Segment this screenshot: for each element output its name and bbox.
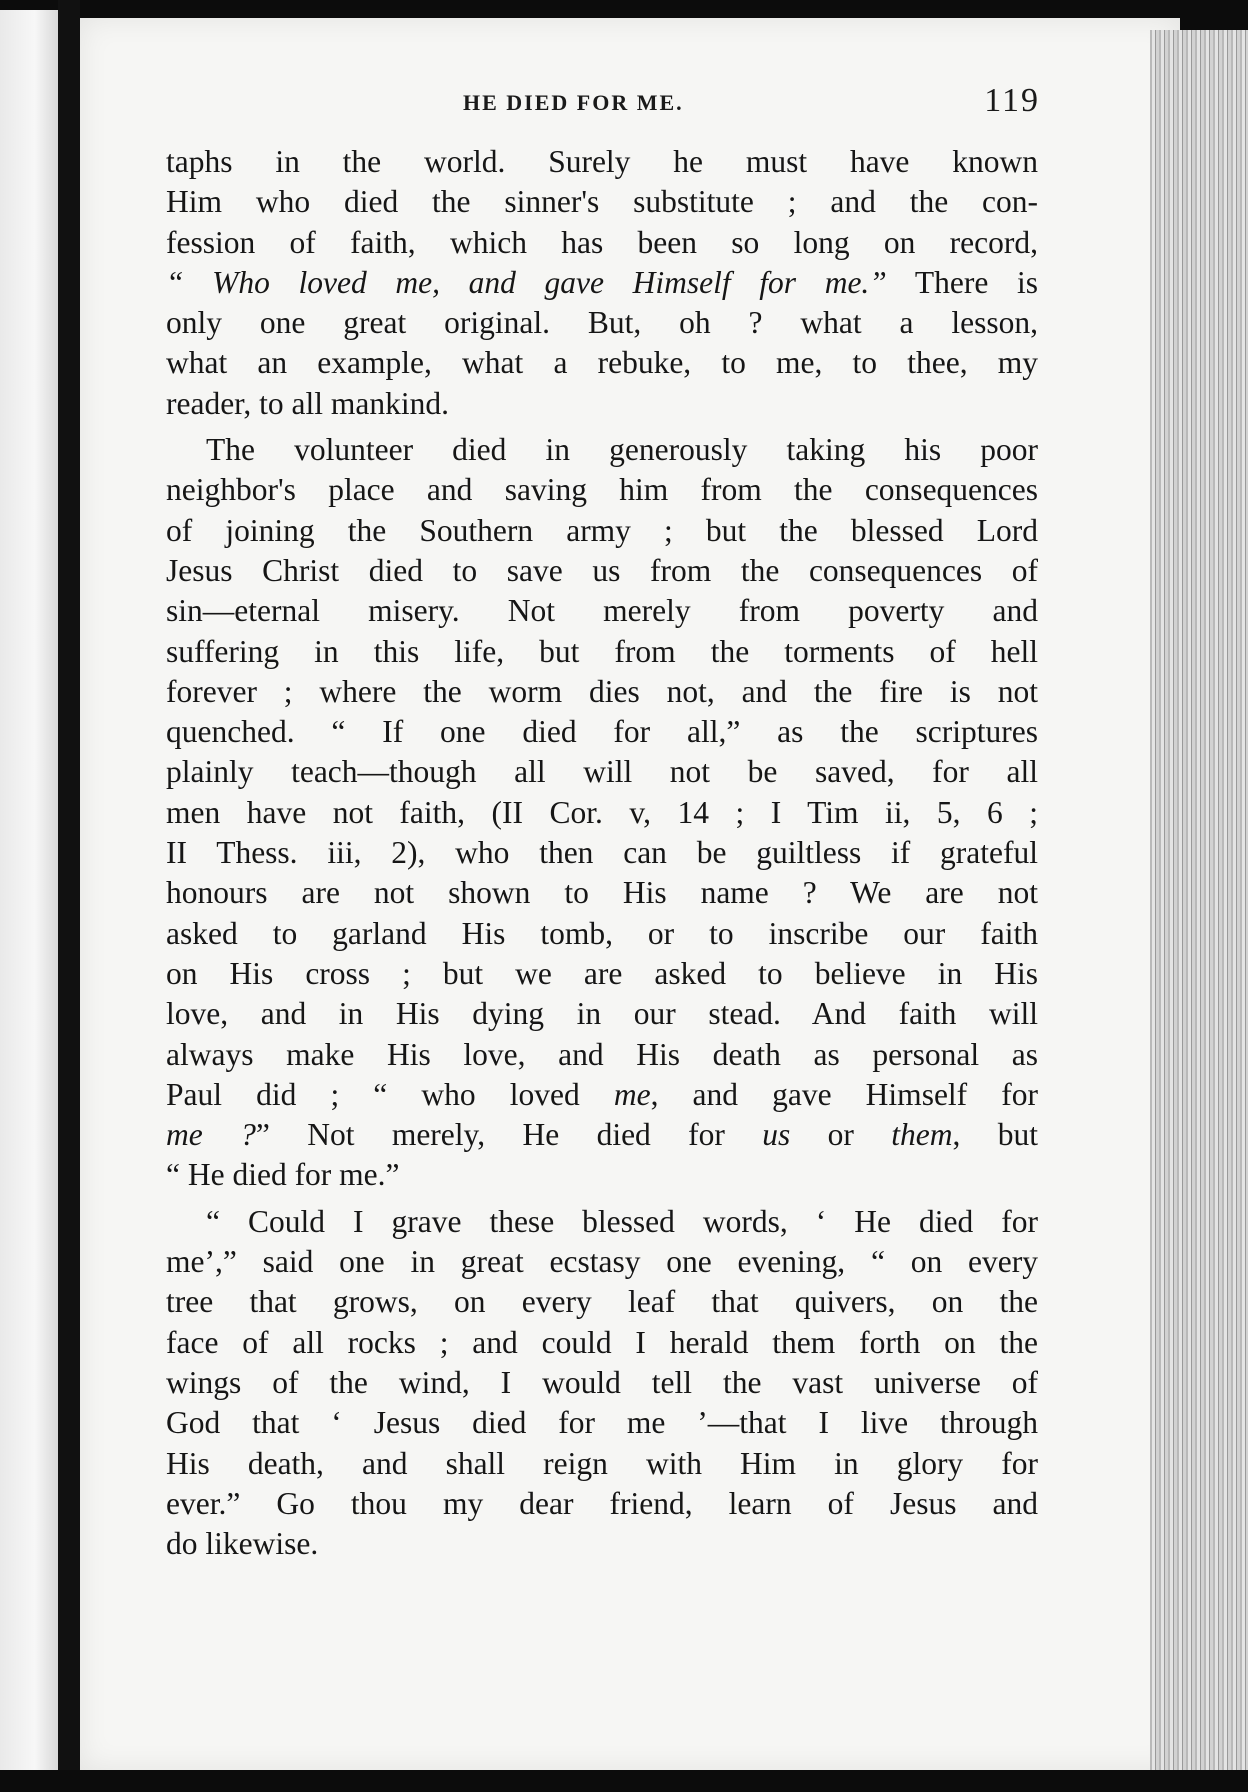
- text-line: God that ‘ Jesus died for me ’—that I live through: [166, 1405, 1038, 1441]
- scan-bottom-border: [40, 1770, 1248, 1792]
- text-line: His death, and shall reign with Him in glory for: [166, 1445, 1038, 1481]
- text-line: love, and in His dying in our stead. And faith will: [166, 996, 1038, 1032]
- text-run: or: [790, 1117, 892, 1153]
- book-gutter: [58, 0, 80, 1792]
- text-line: on His cross ; but we are asked to believe in His: [166, 955, 1038, 991]
- text-line: quenched. “ If one died for all,” as the scriptures: [166, 714, 1038, 750]
- italic-word: us: [762, 1117, 791, 1153]
- page-stack-edges: [1150, 30, 1248, 1792]
- running-head: HE DIED FOR ME.: [463, 90, 684, 115]
- text-line: The volunteer died in generously taking his poor: [206, 432, 1038, 468]
- page-header: [168, 82, 1040, 132]
- text-line: neighbor's place and saving him from the consequences: [166, 472, 1038, 508]
- text-line: reader, to all mankind.: [166, 385, 450, 421]
- facing-page-edge: [0, 10, 58, 1770]
- paragraph-2: [166, 430, 1038, 1196]
- paragraph-3: [166, 1202, 1038, 1565]
- text-line: men have not faith, (II Cor. v, 14 ; I Tim ii, 5, 6 ;: [166, 794, 1038, 830]
- text-line: fession of faith, which has been so long on record,: [166, 224, 1038, 260]
- text-run: , and gave Himself for: [650, 1076, 1038, 1112]
- text-line: always make His love, and His death as personal as: [166, 1036, 1038, 1072]
- text-line: asked to garland His tomb, or to inscribe our faith: [166, 915, 1038, 951]
- text-line: II Thess. iii, 2), who then can be guiltless if grateful: [166, 835, 1038, 871]
- text-line: face of all rocks ; and could I herald them forth on the: [166, 1324, 1038, 1360]
- text-line: what an example, what a rebuke, to me, to thee, my: [166, 345, 1038, 381]
- text-line: tree that grows, on every leaf that quivers, on the: [166, 1284, 1038, 1320]
- text-line: Jesus Christ died to save us from the consequences of: [166, 552, 1038, 588]
- text-run: Paul did ; “ who loved: [166, 1076, 614, 1112]
- text-line: [166, 263, 1038, 303]
- text-line: do likewise.: [166, 1526, 319, 1562]
- text-line: only one great original. But, oh ? what a lesson,: [166, 305, 1038, 341]
- italic-word: them: [891, 1117, 953, 1153]
- text-line: [166, 1115, 1038, 1155]
- paragraph-1: [166, 142, 1038, 424]
- italic-quote: “ Who loved me, and gave Himself for me.”: [166, 264, 887, 300]
- text-run: ” Not merely, He died for: [255, 1117, 763, 1153]
- text-line: ever.” Go thou my dear friend, learn of Jesus and: [166, 1485, 1038, 1521]
- text-line: [166, 1075, 1038, 1115]
- text-line: plainly teach—though all will not be saved, for all: [166, 754, 1038, 790]
- page-number: 119: [984, 82, 1040, 119]
- body-text: [166, 142, 1038, 1564]
- text-line: honours are not shown to His name ? We are not: [166, 875, 1038, 911]
- text-line: forever ; where the worm dies not, and the fire is not: [166, 673, 1038, 709]
- text-run: , but: [952, 1117, 1038, 1153]
- text-line: “ He died for me.”: [166, 1157, 400, 1193]
- text-line: suffering in this life, but from the torments of hell: [166, 633, 1038, 669]
- text-line: sin—eternal misery. Not merely from poverty and: [166, 593, 1038, 629]
- text-line: taphs in the world. Surely he must have known: [166, 144, 1038, 179]
- italic-word: me ?: [166, 1117, 256, 1153]
- text-line: wings of the wind, I would tell the vast universe of: [166, 1364, 1038, 1400]
- text-run: There is: [886, 264, 1039, 300]
- text-line: of joining the Southern army ; but the blessed Lord: [166, 512, 1038, 548]
- text-line: Him who died the sinner's substitute ; and the con-: [166, 184, 1038, 220]
- text-line: me’,” said one in great ecstasy one evening, “ on every: [166, 1244, 1038, 1280]
- italic-word: me: [613, 1076, 651, 1112]
- text-line: “ Could I grave these blessed words, ‘ He died for: [206, 1203, 1038, 1239]
